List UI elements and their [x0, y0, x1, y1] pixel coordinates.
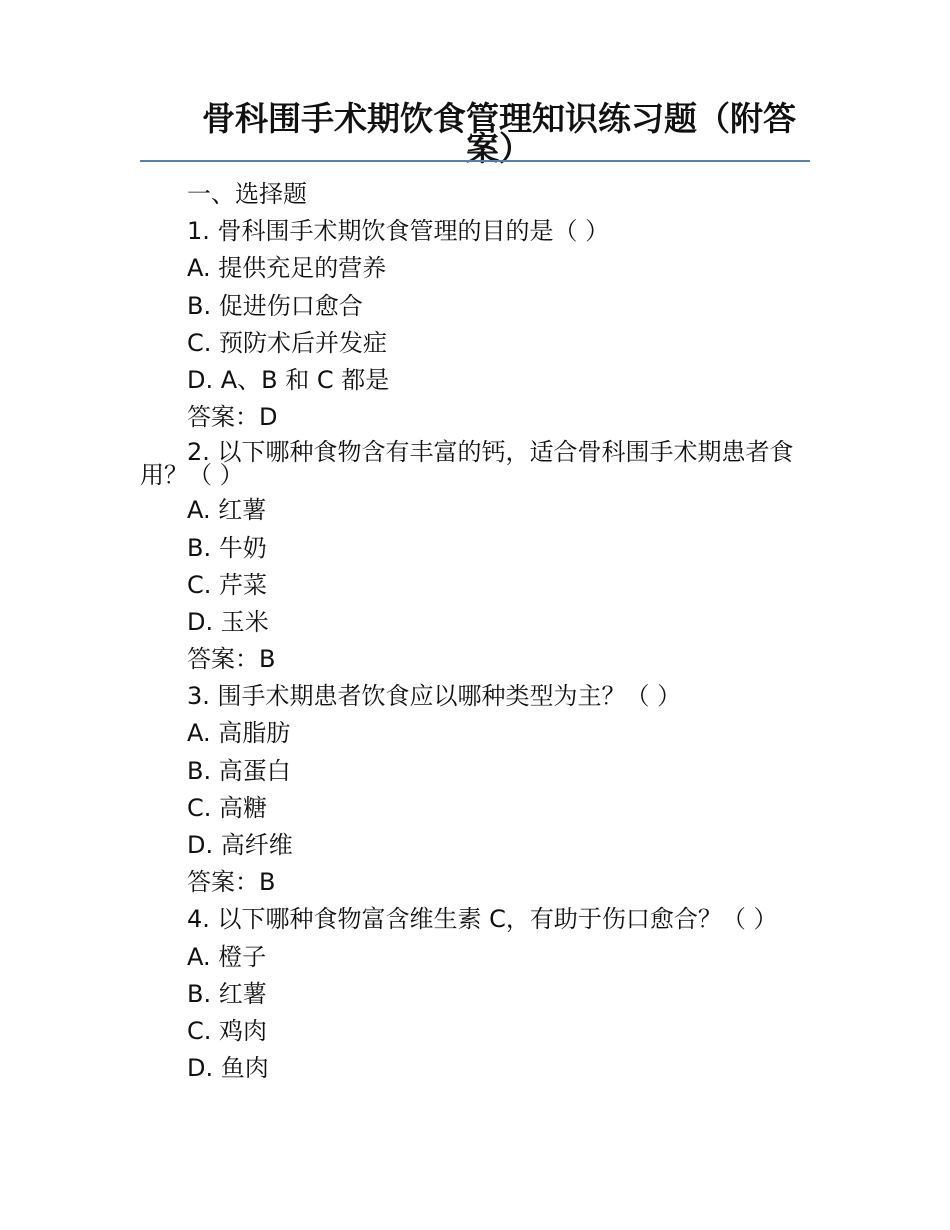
title-divider — [140, 160, 810, 162]
question-answer: 答案：B — [187, 868, 276, 897]
question-option: A. 高脂肪 — [187, 719, 291, 748]
question-stem: 1. 骨科围手术期饮食管理的目的是（ ） — [187, 217, 610, 246]
question-option: D. 玉米 — [187, 607, 269, 636]
document-title: 骨科围手术期饮食管理知识练习题（附答案） — [202, 99, 796, 168]
question-option: A. 提供充足的营养 — [187, 254, 387, 283]
question-stem: 3. 围手术期患者饮食应以哪种类型为主？（ ） — [187, 682, 682, 711]
question-option: A. 红薯 — [187, 496, 267, 525]
question-answer: 答案：B — [187, 645, 276, 674]
question-option: D. 鱼肉 — [187, 1054, 269, 1083]
question-option: B. 牛奶 — [187, 533, 267, 562]
question-stem: 4. 以下哪种食物富含维生素 C，有助于伤口愈合？（ ） — [187, 905, 778, 934]
question-answer: 答案：D — [187, 403, 278, 432]
section-heading: 一、选择题 — [187, 180, 307, 208]
question-option: B. 促进伤口愈合 — [187, 291, 363, 320]
question-option: C. 鸡肉 — [187, 1016, 268, 1045]
question-option: C. 芹菜 — [187, 570, 268, 599]
document-body — [140, 176, 810, 1087]
question-option: B. 红薯 — [187, 979, 267, 1008]
question-option: C. 预防术后并发症 — [187, 328, 388, 357]
question-option: B. 高蛋白 — [187, 756, 291, 785]
question-stem: 2. 以下哪种食物含有丰富的钙，适合骨科围手术期患者食用？（ ） — [140, 438, 794, 490]
question-option: D. 高纤维 — [187, 831, 293, 859]
question-option: C. 高糖 — [187, 793, 268, 822]
question-option: A. 橙子 — [187, 942, 267, 971]
question-option: D. A、B 和 C 都是 — [187, 365, 390, 394]
